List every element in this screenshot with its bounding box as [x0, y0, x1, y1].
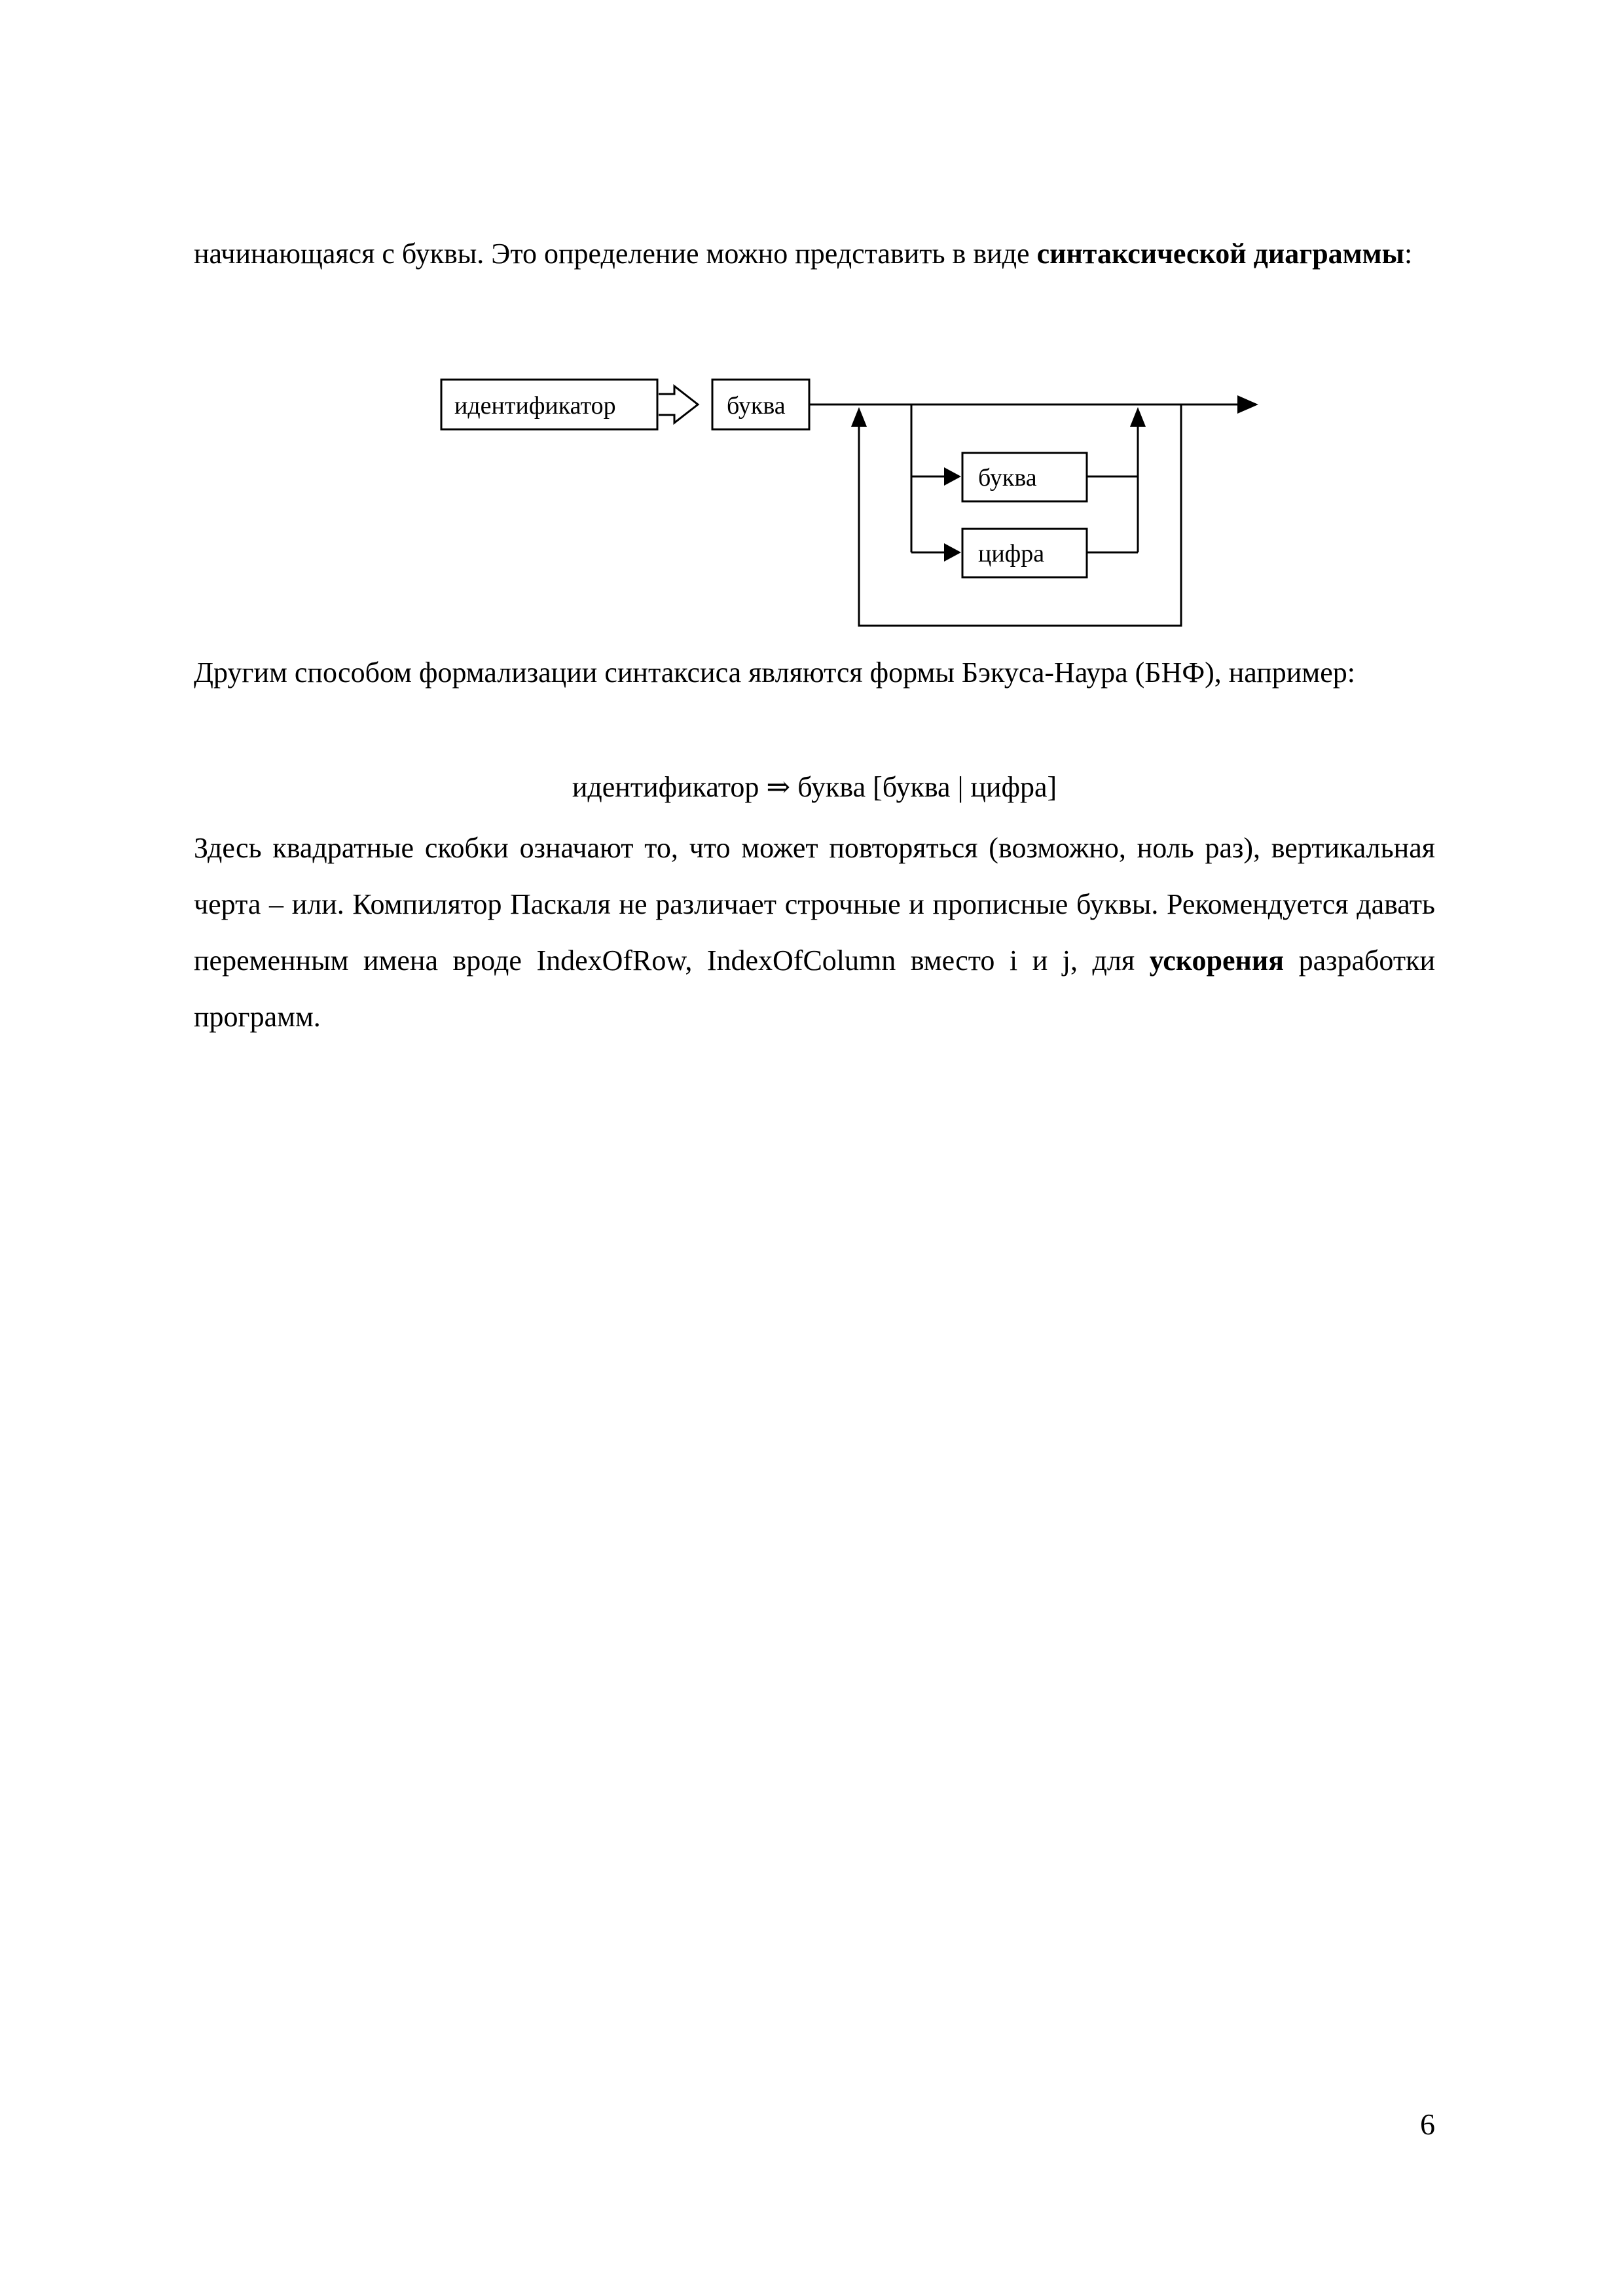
branch-letter-label: буква	[978, 464, 1037, 492]
page-number: 6	[1420, 2108, 1435, 2141]
paragraph-text: начинающаяся с буквы. Это определение можно представить в виде	[194, 238, 1037, 270]
bold-term-acceleration: ускорения	[1149, 944, 1285, 977]
identifier-label: идентификатор	[454, 392, 616, 420]
paragraph-text: разработки программ.	[194, 944, 1435, 1033]
bnf-formula: идентификатор ⇒ буква [буква | цифра]	[572, 771, 1057, 803]
loop-up-arrow-icon	[851, 407, 867, 427]
branch-letter-arrow-icon	[944, 467, 961, 486]
syntax-diagram	[432, 367, 1270, 628]
paragraph-syntax-diagram-intro	[194, 226, 1435, 282]
exit-arrow-icon	[1237, 395, 1258, 414]
paragraph-bnf-intro: Другим способом формализации синтаксиса являются формы Бэкуса-Наура (БНФ), например:	[194, 656, 1355, 689]
bold-term-syntax-diagram: синтаксической диаграммы	[1036, 238, 1404, 270]
loop-return-line	[859, 404, 1181, 626]
paragraph-text: :	[1404, 238, 1413, 270]
branch-digit-arrow-icon	[944, 543, 961, 562]
definition-arrow-icon	[659, 386, 698, 423]
branch-digit-label: цифра	[978, 540, 1045, 567]
outer-loop-line	[498, 404, 1181, 626]
paragraph-bnf-explanation	[194, 820, 1435, 1045]
paragraph-text: Здесь квадратные скобки означают то, что может повторяться (возможно, ноль раз), вертикальная черта – или. Компилятор Паскаля не различает строчные и прописные буквы. Рекомендуется давать переменным имена вроде IndexOfRow, IndexOfColumn вместо i и j, для	[194, 832, 1435, 977]
merge-up-arrow-icon	[1130, 407, 1146, 427]
letter-label: буква	[727, 392, 786, 420]
